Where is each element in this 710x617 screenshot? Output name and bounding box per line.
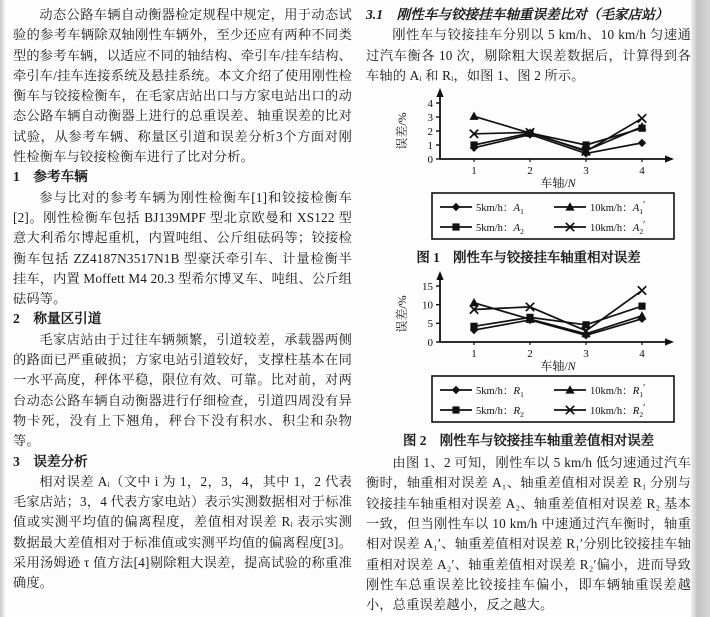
section-heading-3-1: 3.1 刚性车与铰接挂车轴重误差比对（毛家店站） — [366, 7, 669, 22]
svg-text:5km/h：R2: 5km/h：$R_2$ — [475, 405, 524, 420]
paragraph-test-procedure: 刚性车与铰接挂车分别以 5 km/h、10 km/h 匀速通过汽车衡各 10 次，剔除粗大误差数据后，计算得到各车轴的 Aᵢ 和 Rᵢ，如图 1、图 2 所示。 — [366, 27, 691, 83]
svg-text:2: 2 — [526, 348, 533, 361]
svg-text:车轴/N: 车轴/N — [539, 359, 576, 374]
two-column-layout — [13, 5, 691, 616]
figure-1-caption: 图 1 刚性车与铰接挂车轴重相对误差 — [416, 250, 641, 266]
svg-text:10km/h：R1′: 10km/h：$R_1'$ — [589, 383, 645, 400]
svg-text:1: 1 — [427, 139, 433, 152]
svg-text:5: 5 — [427, 318, 433, 331]
svg-text:10km/h：A2′: 10km/h：$A_2'$ — [589, 220, 645, 237]
paragraph-weighing-approach: 毛家店站由于过往车辆频繁，引道较差，承载器两侧的路面已严重破损；方家电站引道较好，支撑柱基本在同一水平高度，秤体平稳，限位有效、可靠。比对前，对两台动态公路车辆自动衡器进行仔细检查，引道四周没有异物卡死，没有上下翘角，秤台下没有积水、积尘和杂物等。 — [13, 331, 352, 449]
svg-text:5km/h：A1: 5km/h：$A_1$ — [475, 202, 524, 217]
svg-text:0: 0 — [427, 153, 433, 166]
figure-2 — [366, 270, 691, 450]
svg-text:15: 15 — [421, 280, 433, 293]
svg-text:1: 1 — [470, 348, 477, 361]
right-column — [366, 5, 691, 616]
svg-text:3: 3 — [427, 111, 433, 124]
paragraph-reference-vehicles: 参与比对的参考车辆为刚性检衡车[1]和铰接检衡车[2]。刚性检衡车包括 BJ139MPF 型北京欧曼和 XS122 型意大利希尔博起重机，内置吨组、公斤组砝码等；铰接检衡车包括 ZZ4187N3517N1B 型豪沃牵引车、计量检衡半挂车，内置 Moffett M4 20.3 型希尔博叉车、吨组、公斤组砝码等。 — [13, 189, 353, 307]
svg-text:车轴/N: 车轴/N — [539, 176, 576, 191]
svg-text:10: 10 — [421, 299, 433, 312]
svg-text:4: 4 — [638, 348, 645, 361]
svg-text:3: 3 — [582, 348, 589, 361]
section-heading-1: 1 参考车辆 — [13, 169, 88, 185]
scan-edge-right — [691, 0, 710, 617]
svg-text:4: 4 — [638, 165, 645, 178]
paragraph-intro: 动态公路车辆自动衡器检定规程中规定，用于动态试验的参考车辆除双轴刚性车辆外，至少还应有两种不同类型的参考车辆，以适应不同的轴结构、牵引车/挂车结构、牵引车/挂车连接系统及悬挂系统。本文介绍了使用刚性检衡车与铰接检衡车，在毛家店站出口与方家电站出口的动态公路车辆自动衡器上进行的总重误差、轴重误差的比对试验，从参考车辆、称量区引道和误差分析3个方面对刚性检衡车与铰接检衡车进行了比对分析。 — [13, 7, 352, 165]
left-column — [13, 5, 352, 616]
svg-text:2: 2 — [526, 165, 533, 178]
figure-2-caption: 图 2 刚性车与铰接挂车轴重差值相对误差 — [402, 433, 655, 449]
section-heading-2: 2 称量区引道 — [13, 311, 102, 327]
svg-text:2: 2 — [427, 125, 433, 138]
figure-1 — [366, 87, 691, 267]
paragraph-error-analysis: 相对误差 Aᵢ（文中 i 为 1，2，3，4，其中 1，2 代表毛家店站；3，4 代表方家电站）表示实测数据相对于标准值或实测平均值的偏离程度，差值相对误差 Rᵢ 表示实测数据最大差值相对于标准值或实测平均值的偏离程度[3]。采用汤姆逊 τ 值方法[4]剔除粗大误差，提高试验的称重准确度。 — [13, 473, 352, 591]
svg-text:3: 3 — [582, 165, 589, 178]
svg-text:5km/h：R1: 5km/h：$R_1$ — [475, 385, 524, 400]
svg-text:10km/h：R2′: 10km/h：$R_2'$ — [589, 403, 645, 420]
svg-text:10km/h：A1′: 10km/h：$A_1'$ — [589, 200, 645, 217]
svg-text:5km/h：A2: 5km/h：$A_2$ — [475, 222, 524, 237]
figure-2-line-chart — [368, 270, 690, 430]
svg-text:0: 0 — [427, 336, 433, 349]
section-heading-3: 3 误差分析 — [13, 453, 88, 469]
svg-text:1: 1 — [470, 165, 477, 178]
paragraph-conclusion: 由图 1、2 可知，刚性车以 5 km/h 低匀速通过汽车衡时，轴重相对误差 A₁、轴重差值相对误差 R₁ 分别与铰接挂车轴重相对误差 A₂、轴重差值相对误差 R₂ 基本一致，但当刚性车以 10 km/h 中速通过汽车衡时，轴重相对误差 A₁′、轴重差值相对误差 R₁′分别比铰接挂车轴重相对误差 A₂′、轴重差值相对误差 R₂′偏小，进而导致刚性车总重误差比铰接挂车偏小，即车辆轴重误差越小，总重误差越小，反之越大。 — [366, 455, 691, 613]
scan-edge-left — [0, 0, 5, 617]
svg-text:4: 4 — [427, 97, 433, 110]
figure-1-line-chart — [368, 87, 690, 247]
svg-text:误差/%: 误差/% — [394, 295, 409, 333]
svg-text:误差/%: 误差/% — [394, 112, 409, 150]
